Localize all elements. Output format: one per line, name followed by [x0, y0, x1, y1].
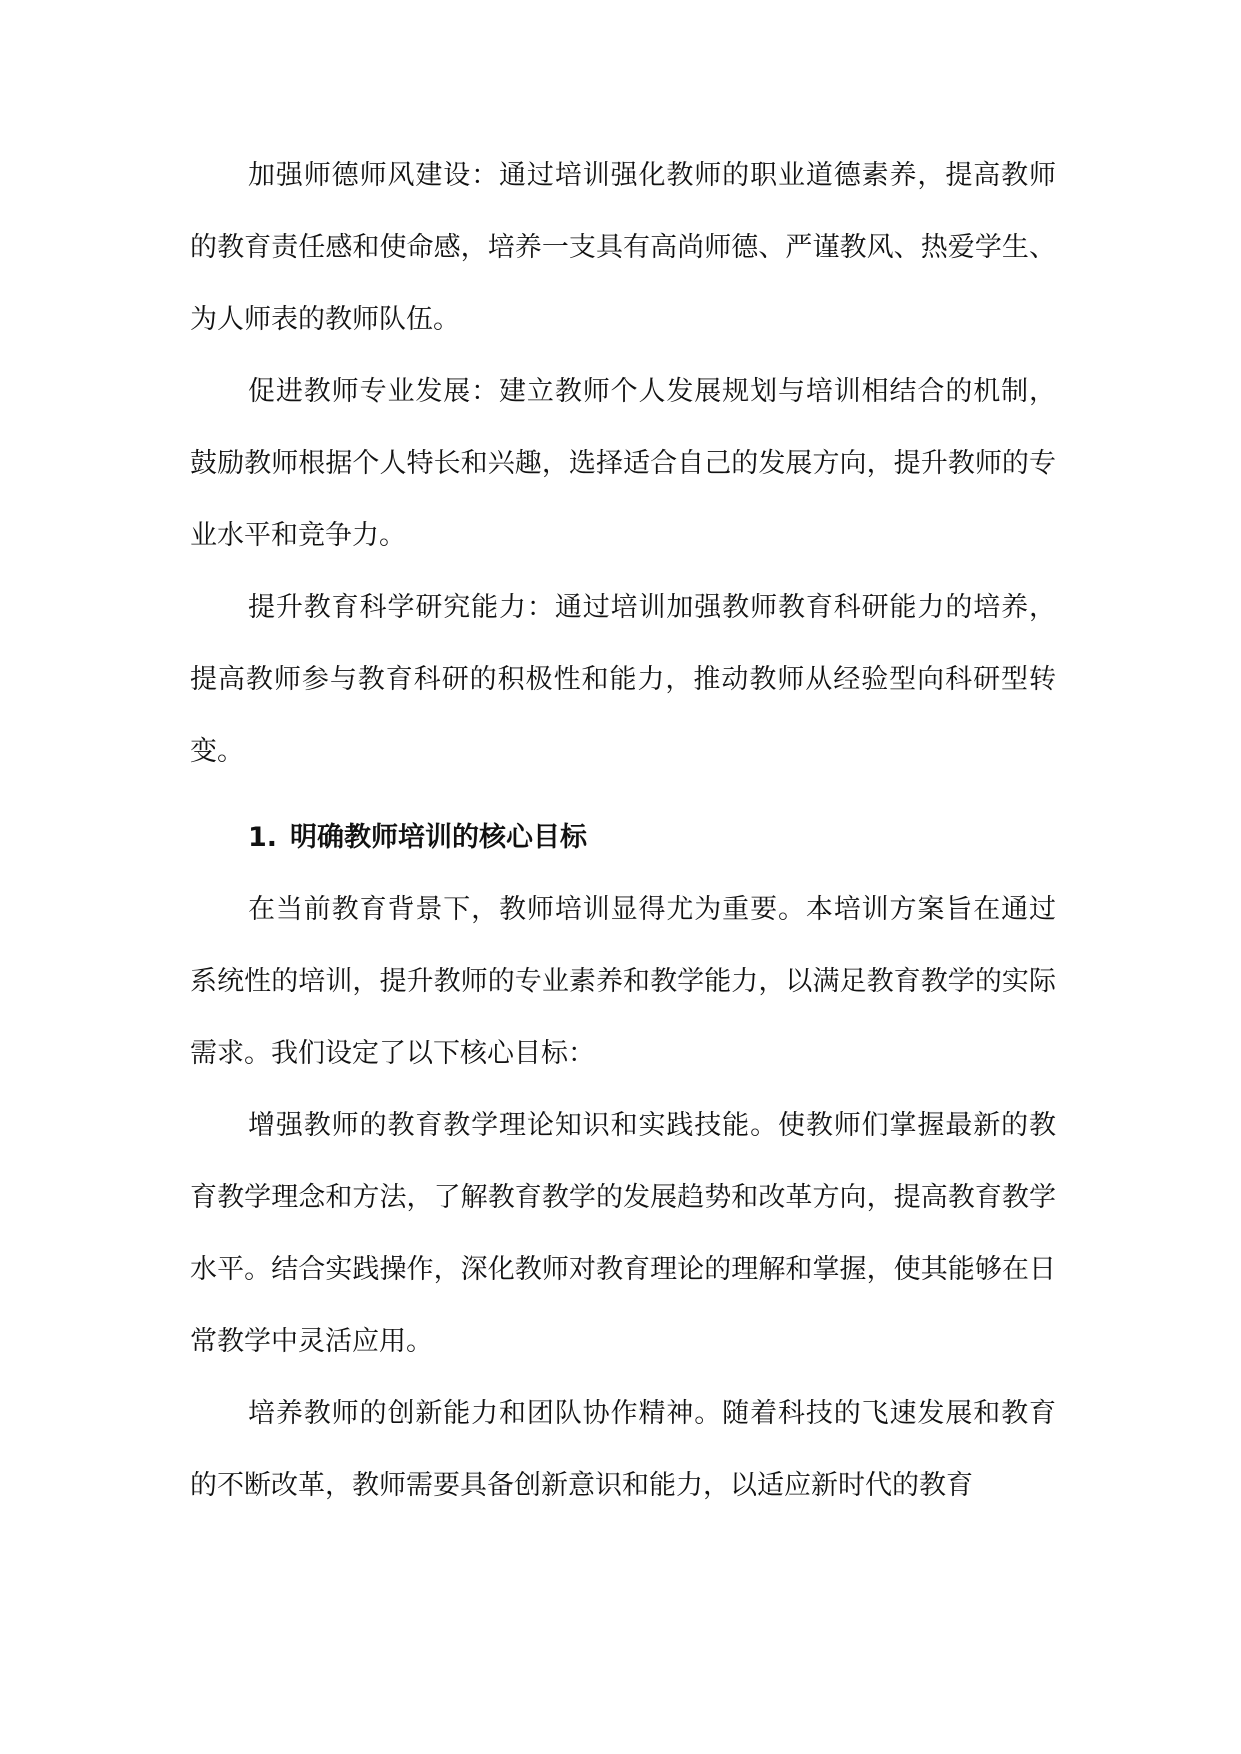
- paragraph-training-background: 在当前教育背景下，教师培训显得尤为重要。本培训方案旨在通过系统性的培训，提升教师的专业素养和教学能力，以满足教育教学的实际需求。我们设定了以下核心目标：: [190, 894, 1056, 1069]
- document-body: [190, 140, 1056, 1522]
- section-heading-number: 1.: [248, 822, 278, 853]
- section-heading: [190, 802, 1056, 874]
- paragraph-theory-and-practice: 增强教师的教育教学理论知识和实践技能。使教师们掌握最新的教育教学理念和方法，了解教育教学的发展趋势和改革方向，提高教育教学水平。结合实践操作，深化教师对教育理论的理解和掌握，使其能够在日常教学中灵活应用。: [190, 1110, 1056, 1357]
- section-heading-text: 明确教师培训的核心目标: [290, 822, 587, 853]
- paragraph-professional-development: 促进教师专业发展：建立教师个人发展规划与培训相结合的机制，鼓励教师根据个人特长和兴趣，选择适合自己的发展方向，提升教师的专业水平和竞争力。: [190, 376, 1056, 551]
- paragraph-research-ability: 提升教育科学研究能力：通过培训加强教师教育科研能力的培养，提高教师参与教育科研的积极性和能力，推动教师从经验型向科研型转变。: [190, 592, 1056, 767]
- paragraph-innovation-teamwork: 培养教师的创新能力和团队协作精神。随着科技的飞速发展和教育的不断改革，教师需要具备创新意识和能力，以适应新时代的教育: [190, 1398, 1056, 1501]
- paragraph-teacher-ethics: 加强师德师风建设：通过培训强化教师的职业道德素养，提高教师的教育责任感和使命感，培养一支具有高尚师德、严谨教风、热爱学生、为人师表的教师队伍。: [190, 160, 1056, 335]
